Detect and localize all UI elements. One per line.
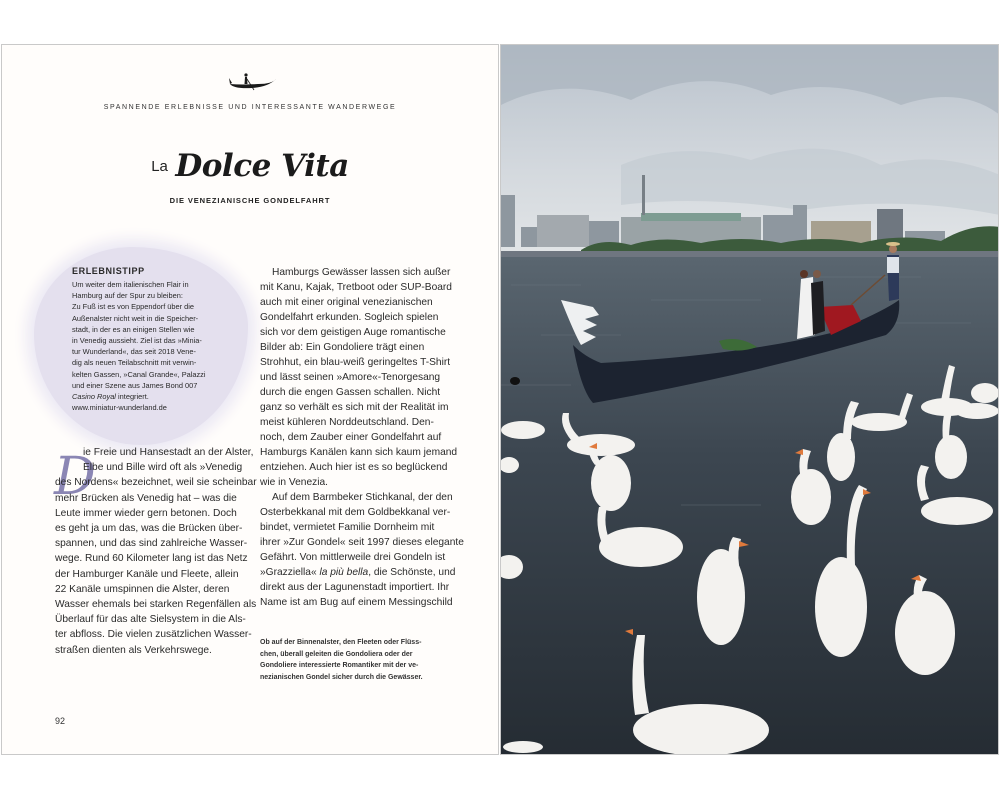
tip-line: Zu Fuß ist es von Eppendorf über die bbox=[72, 302, 195, 312]
body-line: Leute immer wieder gern betonen. Doch bbox=[55, 507, 237, 519]
body-italic: la più bella bbox=[319, 567, 369, 578]
body-line: ganz so verhält es sich mit der Realität im bbox=[260, 402, 449, 413]
body-line: wie in Venezia. bbox=[260, 477, 328, 488]
body-line: auch mit einer original venezianischen bbox=[260, 297, 433, 308]
body-line: direkt aus der Lagunenstadt importiert. Ihr bbox=[260, 582, 450, 593]
tip-work-suffix: integriert. bbox=[115, 392, 149, 402]
body-line: Osterbekkanal mit dem Goldbekkanal ver- bbox=[260, 507, 451, 518]
title-prefix: La bbox=[151, 158, 168, 175]
body-line: durch die engen Gassen schallen. Nicht bbox=[260, 387, 441, 398]
body-line: Bilder ab: Ein Gondoliere trägt einen bbox=[260, 342, 425, 353]
body-line: noch, dem Zauber einer Gondelfahrt auf bbox=[260, 432, 442, 443]
right-page-photo bbox=[500, 44, 999, 755]
section-label: SPANNENDE ERLEBNISSE UND INTERESSANTE WANDERWEGE bbox=[103, 104, 397, 111]
body-column-right bbox=[260, 265, 464, 610]
tip-work-title: Casino Royal bbox=[72, 392, 116, 402]
body-line: meist kühleren Norddeutschland. Den- bbox=[260, 417, 434, 428]
duck bbox=[510, 377, 520, 385]
body-line: Überlauf für das alte Sielsystem in die Als- bbox=[55, 614, 246, 626]
photo-caption bbox=[260, 637, 450, 683]
page-number: 92 bbox=[55, 716, 66, 726]
body-line: der Hamburger Kanäle und Fleete, allein bbox=[55, 568, 239, 580]
body-line: mit Kanu, Kajak, Tretboot oder SUP-Board bbox=[260, 282, 452, 293]
body-line: Gefährt. Von mittlerweile drei Gondeln ist bbox=[260, 552, 446, 563]
tip-line: Hamburg auf der Spur zu bleiben: bbox=[72, 291, 183, 301]
body-column-left bbox=[55, 445, 257, 658]
body-line: entziehen. Auch hier ist es so beglückend bbox=[260, 462, 448, 473]
gondola-icon bbox=[228, 70, 278, 92]
body-line: ter abfloss. Die vielen zusätzlichen Wasser- bbox=[55, 629, 252, 641]
body-line: Wasser ehemals bei starken Regenfällen als bbox=[55, 599, 257, 611]
body-line: und lässt seinen »Amore«-Tenorgesang bbox=[260, 372, 441, 383]
body-line: wege. Rund 60 Kilometer lang ist das Netz bbox=[55, 553, 248, 565]
tip-heading: ERLEBNISTIPP bbox=[72, 266, 145, 276]
tip-line: Um weiter dem italienischen Flair in bbox=[72, 280, 189, 289]
body-text: »Grazziella« bbox=[260, 567, 320, 578]
body-line: 22 Kanäle umspinnen die Alster, deren bbox=[55, 583, 230, 595]
tip-line: Außenalster nicht weit in die Speicher- bbox=[72, 313, 199, 323]
caption-line: chen, überall geleiten die Gondoliera oder der bbox=[260, 650, 413, 658]
body-line: des Nordens« bezeichnet, weil sie scheinbar bbox=[55, 477, 257, 489]
tip-line: stadt, in der es an einigen Stellen wie bbox=[72, 324, 195, 334]
body-line: ie Freie und Hansestadt an der Alster, bbox=[83, 447, 254, 458]
body-line: Hamburgs Kanälen kann sich kaum jemand bbox=[260, 447, 458, 458]
tip-box bbox=[72, 266, 242, 413]
body-line: Gondelfahrt erkunden. Sogleich spielen bbox=[260, 312, 439, 323]
body-line: Name ist am Bug auf einem Messingschild bbox=[260, 597, 453, 608]
title-main: Dolce Vita bbox=[175, 148, 349, 184]
page-title bbox=[0, 148, 500, 184]
tip-line: dig als neuen Teilabschnitt mit verwin- bbox=[72, 358, 197, 368]
body-line: Strohhut, ein blau-weiß geringeltes T-Shirt bbox=[260, 357, 451, 368]
drop-cap: D bbox=[54, 447, 96, 507]
body-line: Hamburgs Gewässer lassen sich außer bbox=[272, 267, 451, 278]
body-line: sich vor dem geistigen Auge romantische bbox=[260, 327, 446, 338]
page-subtitle: DIE VENEZIANISCHE GONDELFAHRT bbox=[169, 196, 331, 205]
body-line: es geht ja um das, was die Brücken über- bbox=[55, 523, 243, 535]
body-line: ihrer »Zur Gondel« seit 1997 dieses elegante bbox=[260, 537, 464, 548]
caption-line: nezianischen Gondel sicher durch die Gewässer. bbox=[260, 673, 423, 681]
gondola-swans-photo bbox=[501, 45, 999, 755]
body-line: bindet, vermietet Familie Dornheim mit bbox=[260, 522, 435, 533]
tip-line: und einer Szene aus James Bond 007 bbox=[72, 380, 198, 390]
body-line: spannen, und das sind zahlreiche Wasser- bbox=[55, 538, 248, 550]
tip-line: tur Wunderland«, das seit 2018 Vene- bbox=[72, 347, 196, 357]
body-line: mehr Brücken als Venedig hat – was die bbox=[55, 492, 237, 504]
caption-line: Ob auf der Binnenalster, den Fleeten oder Flüss- bbox=[260, 639, 422, 646]
body-line: Elbe und Bille wird oft als »Venedig bbox=[83, 462, 243, 474]
tip-body bbox=[72, 279, 242, 413]
caption-line: Gondoliere interessierte Romantiker mit der ve- bbox=[260, 662, 419, 669]
body-line: straßen dienten als Verkehrswege. bbox=[55, 644, 212, 656]
tip-line: in Venedig aussieht. Ziel ist das »Minia- bbox=[72, 336, 202, 346]
body-text: , die Schönste, und bbox=[368, 567, 456, 578]
body-line bbox=[260, 565, 455, 580]
tip-url[interactable]: www.miniatur-wunderland.de bbox=[72, 403, 167, 413]
tip-line bbox=[72, 391, 242, 402]
tip-line: kelten Gassen, »Canal Grande«, Palazzi bbox=[72, 369, 206, 379]
body-line: Auf dem Barmbeker Stichkanal, der den bbox=[272, 492, 453, 503]
